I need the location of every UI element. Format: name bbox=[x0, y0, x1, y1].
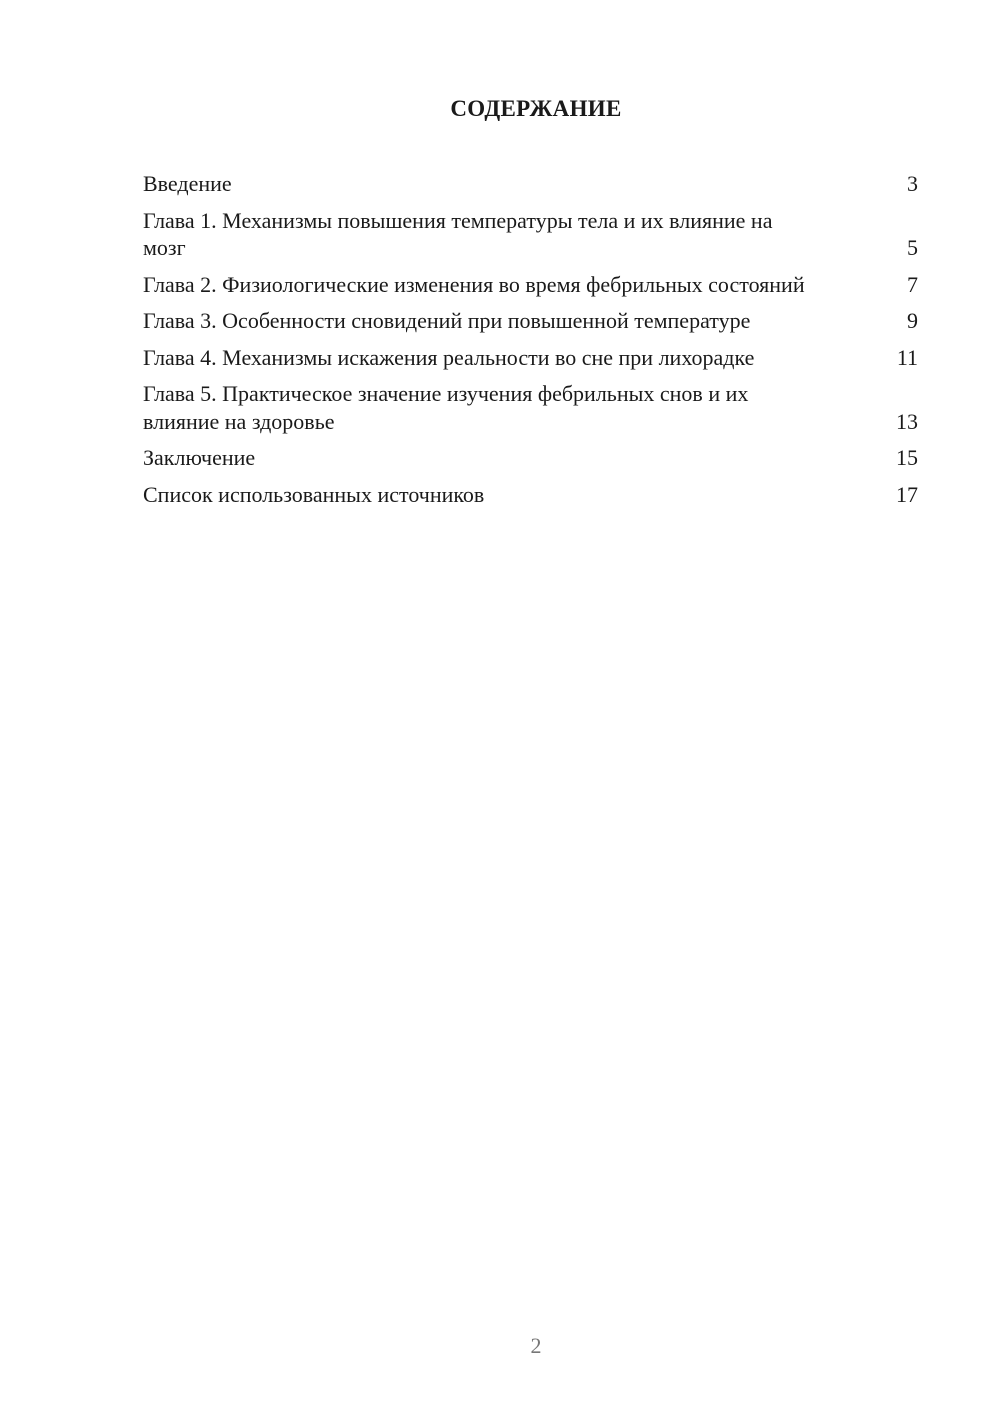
toc-entry-text: Список использованных источников bbox=[143, 481, 485, 507]
toc-entry-introduction bbox=[143, 170, 918, 198]
toc-entry-text: Глава 4. Механизмы искажения реальности во сне при лихорадке bbox=[143, 344, 755, 370]
toc-entry-text: Глава 5. Практическое значение изучения фебрильных снов и их влияние на здоровье bbox=[143, 381, 749, 434]
toc-entry-references bbox=[143, 481, 918, 509]
toc-entry-text: Глава 2. Физиологические изменения во время фебрильных состояний bbox=[143, 271, 805, 297]
toc-entry-page: 15 bbox=[896, 445, 918, 470]
toc-entry-chapter-3 bbox=[143, 307, 918, 335]
toc-heading: СОДЕРЖАНИЕ bbox=[450, 96, 622, 121]
toc-entry-chapter-5 bbox=[143, 380, 918, 435]
toc-entry-page: 13 bbox=[896, 408, 918, 434]
toc-entry-chapter-4 bbox=[143, 344, 918, 372]
page-number: 2 bbox=[530, 1333, 542, 1358]
table-of-contents bbox=[143, 170, 918, 517]
toc-entry-page: 11 bbox=[896, 344, 918, 370]
toc-entry-chapter-2 bbox=[143, 271, 918, 299]
toc-entry-text: Заключение bbox=[143, 445, 256, 470]
toc-entry-text: Глава 3. Особенности сновидений при повышенной температуре bbox=[143, 308, 751, 333]
toc-entry-text: Глава 1. Механизмы повышения температуры тела и их влияние на мозг bbox=[143, 207, 773, 260]
toc-entry-text: Введение bbox=[143, 171, 232, 196]
toc-entry-chapter-1 bbox=[143, 207, 918, 262]
toc-entry-page: 9 bbox=[907, 308, 918, 333]
toc-entry-page: 7 bbox=[907, 271, 918, 297]
toc-entry-conclusion bbox=[143, 444, 918, 472]
toc-entry-page: 17 bbox=[896, 481, 918, 507]
toc-entry-page: 5 bbox=[907, 235, 918, 260]
toc-entry-page: 3 bbox=[907, 171, 918, 196]
